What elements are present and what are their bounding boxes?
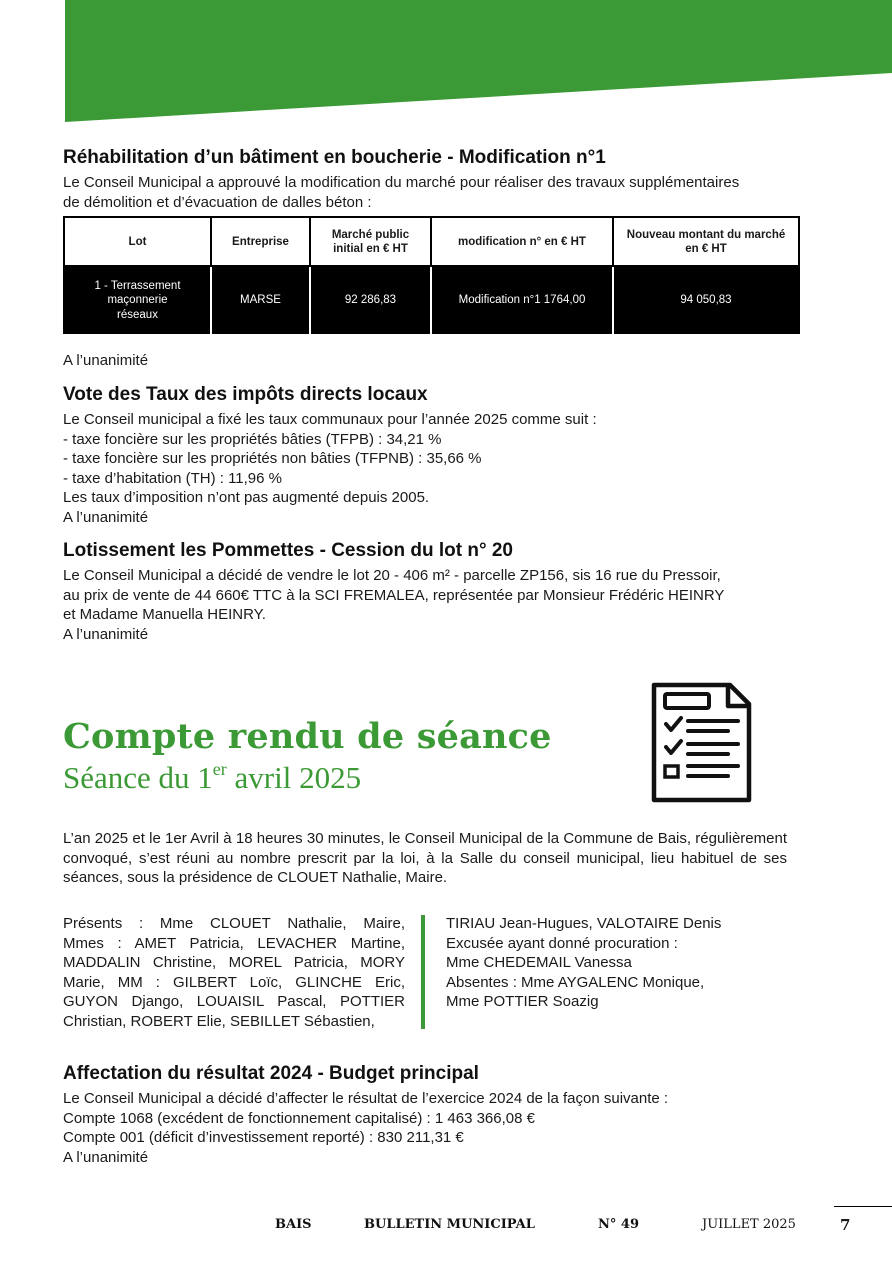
section-text bbox=[63, 173, 803, 212]
seance-subtitle-prefix: Séance du 1 bbox=[63, 760, 213, 795]
presents-line: Marie, MM : GILBERT Loïc, GLINCHE Eric, bbox=[63, 973, 405, 991]
presents-line: MADDALIN Christine, MOREL Patricia, MORY bbox=[63, 954, 405, 971]
marche-table bbox=[63, 216, 800, 334]
text-line: Les taux d’imposition n’ont pas augmenté depuis 2005. bbox=[63, 489, 430, 506]
section-taux bbox=[63, 383, 803, 527]
text-line: Le Conseil Municipal a décidé de vendre le lot 20 - 406 m² - parcelle ZP156, sis 16 rue du Pressoir, bbox=[63, 567, 721, 584]
compte-rendu-title: Compte rendu de séance bbox=[63, 716, 552, 757]
seance-subtitle-suffix: avril 2025 bbox=[226, 760, 362, 795]
section-text bbox=[63, 410, 803, 527]
header-modification: modification n° en € HT bbox=[431, 217, 613, 266]
presents-list bbox=[63, 914, 405, 1031]
footer-publication: BULLETIN MUNICIPAL bbox=[364, 1217, 535, 1232]
header-nouveau-line: Nouveau montant du marché bbox=[626, 228, 786, 241]
text-line: - taxe foncière sur les propriétés bâties (TFPB) : 34,21 % bbox=[63, 430, 442, 448]
header-marche bbox=[310, 217, 431, 266]
text-line: au prix de vente de 44 660€ TTC à la SCI FREMALEA, représentée par Monsieur Frédéric HEINRY bbox=[63, 586, 725, 604]
section-title: Vote des Taux des impôts directs locaux bbox=[63, 384, 428, 405]
seance-intro: L’an 2025 et le 1er Avril à 18 heures 30 minutes, le Conseil Municipal de la Commune de Bais, régulièrement convoqué, s’est réuni au nombre prescrit par la loi, à la Salle du conseil municipal, lieu habituel de ses séances, sous la présidence de CLOUET Nathalie, Maire. bbox=[63, 830, 787, 886]
text-line: Le Conseil Municipal a décidé d’affecter le résultat de l’exercice 2024 de la façon suivante : bbox=[63, 1090, 669, 1107]
excuses-line: Mme CHEDEMAIL Vanessa bbox=[446, 954, 632, 971]
text-line: Le Conseil Municipal a approuvé la modification du marché pour réaliser des travaux supplémentaires bbox=[63, 174, 740, 191]
section-title: Lotissement les Pommettes - Cession du lot n° 20 bbox=[63, 540, 513, 561]
cell-marche: 92 286,83 bbox=[310, 266, 431, 334]
cell-lot bbox=[64, 266, 211, 334]
excuses-line: Absentes : Mme AYGALENC Monique, bbox=[446, 973, 705, 991]
footer-commune: BAIS bbox=[275, 1217, 312, 1232]
checklist-document-icon bbox=[648, 680, 754, 806]
text-line: Le Conseil municipal a fixé les taux communaux pour l’année 2025 comme suit : bbox=[63, 411, 597, 428]
excuses-list bbox=[446, 914, 786, 1012]
header-lot: Lot bbox=[64, 217, 211, 266]
cell-modification: Modification n°1 1764,00 bbox=[431, 266, 613, 334]
header-entreprise: Entreprise bbox=[211, 217, 310, 266]
section-text bbox=[63, 1089, 803, 1167]
presents-line: Présents : Mme CLOUET Nathalie, Maire, bbox=[63, 915, 405, 932]
excuses-line: TIRIAU Jean-Hugues, VALOTAIRE Denis bbox=[446, 915, 722, 932]
seance-subtitle-sup: er bbox=[212, 759, 227, 779]
text-line: A l’unanimité bbox=[63, 508, 149, 526]
text-line: Compte 001 (déficit d’investissement reporté) : 830 211,31 € bbox=[63, 1129, 464, 1146]
section-rehabilitation bbox=[63, 146, 803, 212]
excuses-line: Excusée ayant donné procuration : bbox=[446, 934, 678, 952]
text-line: Compte 1068 (excédent de fonctionnement capitalisé) : 1 463 366,08 € bbox=[63, 1109, 535, 1127]
footer-date: JUILLET 2025 bbox=[702, 1217, 796, 1232]
presents-line: Mmes : AMET Patricia, LEVACHER Martine, bbox=[63, 934, 405, 952]
header-nouveau-line: en € HT bbox=[685, 242, 727, 255]
cell-lot-line: réseaux bbox=[117, 308, 158, 321]
section-title: Affectation du résultat 2024 - Budget principal bbox=[63, 1063, 479, 1084]
cell-lot-line: maçonnerie bbox=[107, 294, 168, 307]
section-affectation bbox=[63, 1062, 803, 1167]
text-line: A l’unanimité bbox=[63, 625, 149, 643]
cell-nouveau: 94 050,83 bbox=[613, 266, 799, 334]
presents-line: GUYON Django, LOUAISIL Pascal, POTTIER bbox=[63, 993, 405, 1010]
text-line: A l’unanimité bbox=[63, 1148, 149, 1166]
cell-entreprise: MARSE bbox=[211, 266, 310, 334]
footer-rule bbox=[834, 1206, 892, 1207]
text-line: et Madame Manuella HEINRY. bbox=[63, 606, 266, 623]
presents-line: Christian, ROBERT Elie, SEBILLET Sébastien, bbox=[63, 1012, 375, 1030]
header-marche-line: Marché public bbox=[331, 228, 410, 241]
column-divider bbox=[421, 915, 425, 1029]
text-line: de démolition et d’évacuation de dalles béton : bbox=[63, 193, 372, 211]
footer-issue: N° 49 bbox=[598, 1217, 639, 1232]
seance-subtitle bbox=[63, 759, 361, 797]
table-header-row bbox=[64, 217, 799, 266]
text-line: - taxe foncière sur les propriétés non bâties (TFPNB) : 35,66 % bbox=[63, 450, 482, 467]
section-title: Réhabilitation d’un bâtiment en boucherie - Modification n°1 bbox=[63, 147, 606, 168]
cell-lot-line: 1 - Terrassement bbox=[94, 279, 181, 292]
page-number: 7 bbox=[840, 1216, 851, 1234]
vote-result: A l’unanimité bbox=[63, 352, 149, 369]
text-line: - taxe d’habitation (TH) : 11,96 % bbox=[63, 469, 282, 487]
green-banner bbox=[0, 0, 892, 125]
header-marche-line: initial en € HT bbox=[333, 242, 408, 255]
section-text bbox=[63, 566, 803, 644]
excuses-line: Mme POTTIER Soazig bbox=[446, 993, 599, 1010]
section-lotissement bbox=[63, 539, 803, 644]
header-nouveau bbox=[613, 217, 799, 266]
table-row bbox=[64, 266, 799, 334]
